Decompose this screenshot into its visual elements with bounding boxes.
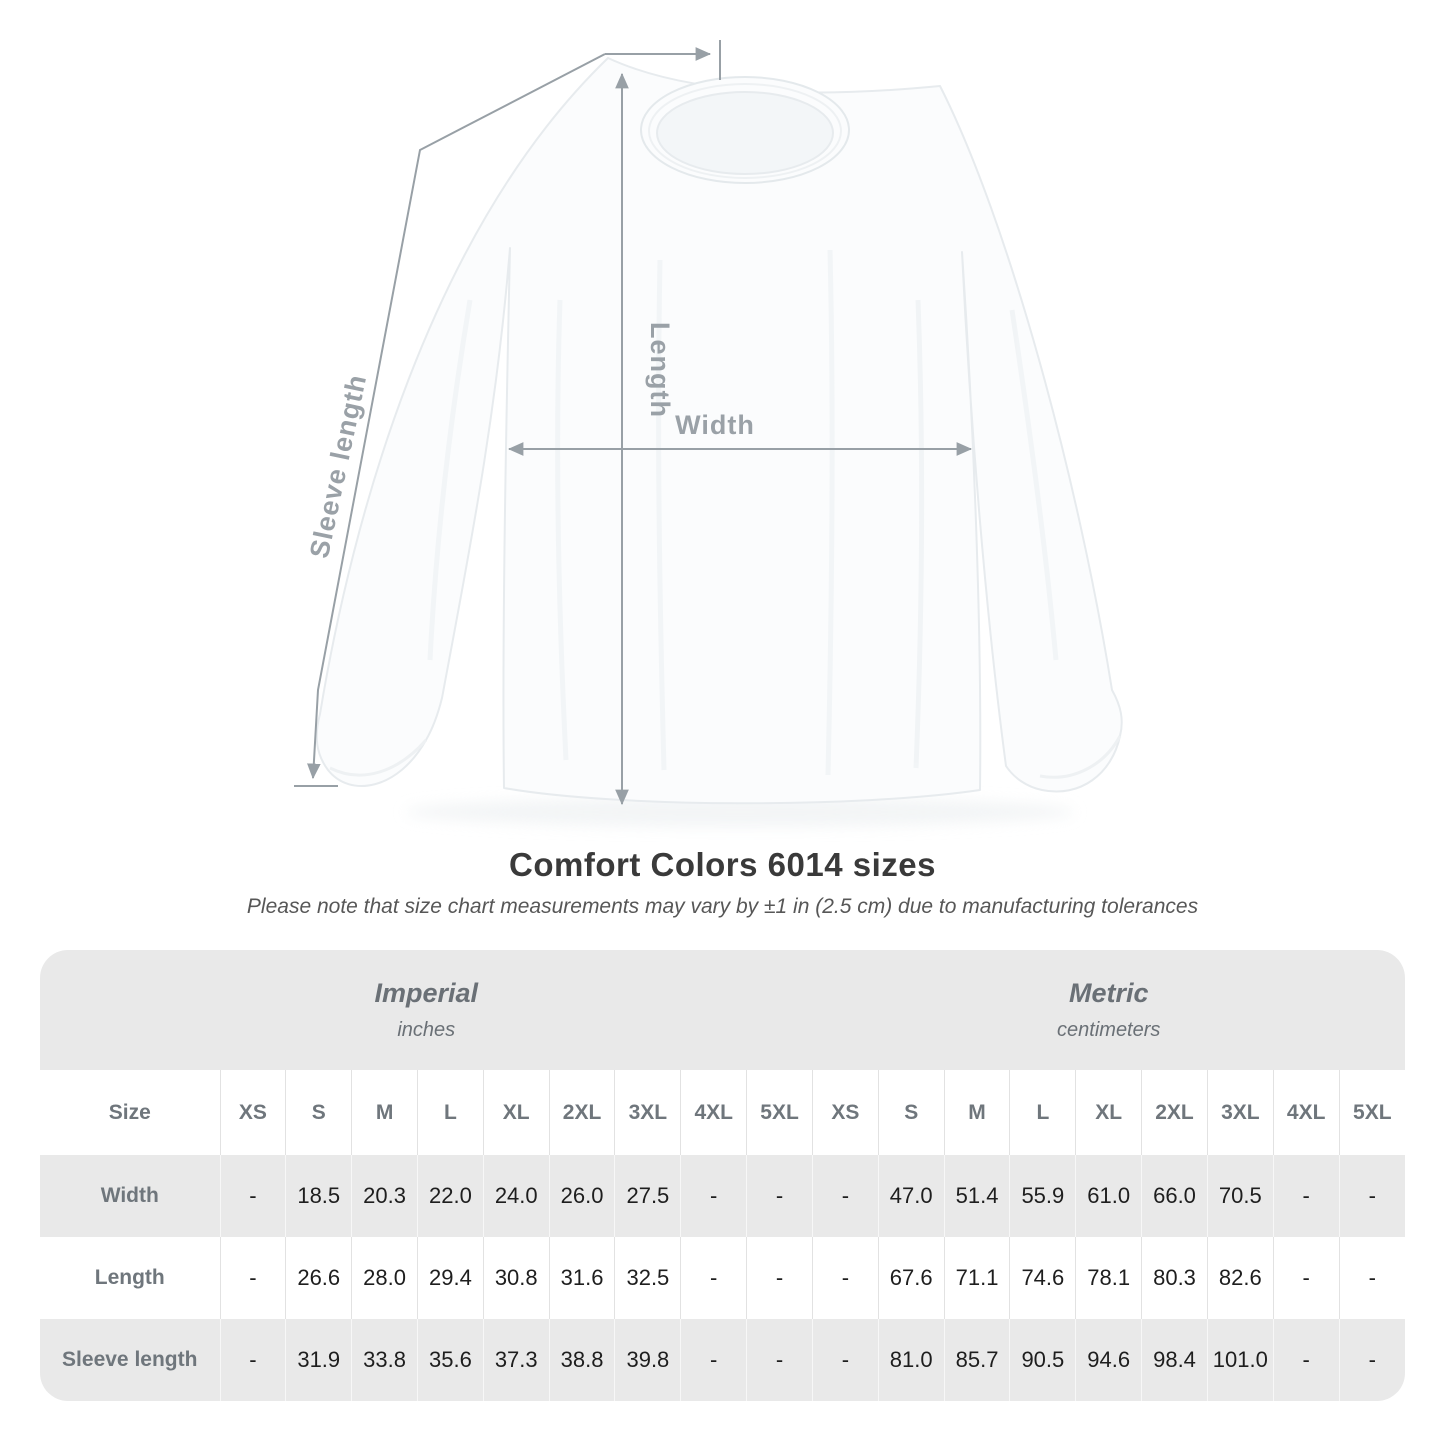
table-cell: - — [812, 1155, 878, 1237]
row-label: Length — [40, 1237, 220, 1319]
row-label: Width — [40, 1155, 220, 1237]
table-cell: 94.6 — [1076, 1319, 1142, 1401]
table-cell: - — [681, 1237, 747, 1319]
table-cell: - — [1339, 1237, 1405, 1319]
row-label: Sleeve length — [40, 1319, 220, 1401]
table-cell: 74.6 — [1010, 1237, 1076, 1319]
metric-unit-label: centimeters — [1057, 1019, 1161, 1041]
table-cell: 32.5 — [615, 1237, 681, 1319]
sleeve-length-label: Sleeve length — [304, 371, 373, 561]
size-col-imperial-m: M — [352, 1070, 418, 1155]
size-corner-header: Size — [40, 1070, 220, 1155]
size-col-metric-2xl: 2XL — [1142, 1070, 1208, 1155]
table-cell: 20.3 — [352, 1155, 418, 1237]
table-cell: 31.6 — [549, 1237, 615, 1319]
table-cell: 24.0 — [483, 1155, 549, 1237]
unit-group-header-row — [40, 950, 1405, 1070]
table-cell: 38.8 — [549, 1319, 615, 1401]
table-cell: 85.7 — [944, 1319, 1010, 1401]
table-cell: 82.6 — [1207, 1237, 1273, 1319]
table-cell: - — [747, 1237, 813, 1319]
tolerance-note: Please note that size chart measurements may vary by ±1 in (2.5 cm) due to manufacturing tolerances — [246, 895, 1199, 918]
table-cell: - — [1339, 1319, 1405, 1401]
metric-label: Metric — [1068, 978, 1149, 1008]
size-col-metric-3xl: 3XL — [1207, 1070, 1273, 1155]
size-col-imperial-3xl: 3XL — [615, 1070, 681, 1155]
table-cell: 37.3 — [483, 1319, 549, 1401]
size-col-imperial-4xl: 4XL — [681, 1070, 747, 1155]
table-cell: 22.0 — [417, 1155, 483, 1237]
table-row-width — [40, 1155, 1405, 1237]
table-cell: - — [812, 1319, 878, 1401]
size-col-metric-s: S — [878, 1070, 944, 1155]
size-col-imperial-xs: XS — [220, 1070, 286, 1155]
table-cell: - — [1273, 1237, 1339, 1319]
table-cell: 29.4 — [417, 1237, 483, 1319]
size-col-imperial-l: L — [417, 1070, 483, 1155]
size-header-row — [40, 1070, 1405, 1155]
size-col-imperial-s: S — [286, 1070, 352, 1155]
table-cell: 80.3 — [1142, 1237, 1208, 1319]
size-col-imperial-2xl: 2XL — [549, 1070, 615, 1155]
table-cell: 101.0 — [1207, 1319, 1273, 1401]
table-row-length — [40, 1237, 1405, 1319]
table-cell: 27.5 — [615, 1155, 681, 1237]
table-cell: 39.8 — [615, 1319, 681, 1401]
width-label: Width — [675, 410, 755, 440]
table-cell: 90.5 — [1010, 1319, 1076, 1401]
table-row-sleeve-length — [40, 1319, 1405, 1401]
table-cell: 30.8 — [483, 1237, 549, 1319]
size-col-metric-4xl: 4XL — [1273, 1070, 1339, 1155]
size-col-metric-5xl: 5XL — [1339, 1070, 1405, 1155]
table-cell: 35.6 — [417, 1319, 483, 1401]
table-cell: - — [1273, 1155, 1339, 1237]
page-title: Comfort Colors 6014 sizes — [509, 846, 936, 883]
table-cell: 81.0 — [878, 1319, 944, 1401]
imperial-unit-label: inches — [397, 1019, 456, 1041]
size-col-metric-l: L — [1010, 1070, 1076, 1155]
table-cell: 71.1 — [944, 1237, 1010, 1319]
table-cell: 18.5 — [286, 1155, 352, 1237]
table-cell: - — [1339, 1155, 1405, 1237]
table-cell: 55.9 — [1010, 1155, 1076, 1237]
size-col-imperial-5xl: 5XL — [747, 1070, 813, 1155]
table-cell: - — [220, 1237, 286, 1319]
imperial-group-header — [40, 950, 812, 1070]
table-cell: - — [812, 1237, 878, 1319]
table-cell: - — [681, 1155, 747, 1237]
imperial-label: Imperial — [374, 978, 478, 1008]
table-cell: - — [681, 1319, 747, 1401]
table-cell: - — [1273, 1319, 1339, 1401]
size-col-metric-xs: XS — [812, 1070, 878, 1155]
size-col-metric-xl: XL — [1076, 1070, 1142, 1155]
table-cell: 51.4 — [944, 1155, 1010, 1237]
size-col-imperial-xl: XL — [483, 1070, 549, 1155]
table-cell: - — [220, 1155, 286, 1237]
table-cell: 66.0 — [1142, 1155, 1208, 1237]
table-cell: 61.0 — [1076, 1155, 1142, 1237]
table-cell: 78.1 — [1076, 1237, 1142, 1319]
table-cell: 33.8 — [352, 1319, 418, 1401]
length-label: Length — [645, 322, 675, 418]
table-cell: 26.6 — [286, 1237, 352, 1319]
table-cell: 28.0 — [352, 1237, 418, 1319]
metric-group-header — [812, 950, 1405, 1070]
table-cell: - — [220, 1319, 286, 1401]
table-cell: - — [747, 1155, 813, 1237]
size-table — [40, 950, 1405, 1401]
table-cell: 98.4 — [1142, 1319, 1208, 1401]
collar-opening — [657, 92, 833, 174]
table-cell: 31.9 — [286, 1319, 352, 1401]
table-cell: 67.6 — [878, 1237, 944, 1319]
table-cell: 26.0 — [549, 1155, 615, 1237]
table-cell: - — [747, 1319, 813, 1401]
size-col-metric-m: M — [944, 1070, 1010, 1155]
table-cell: 70.5 — [1207, 1155, 1273, 1237]
table-cell: 47.0 — [878, 1155, 944, 1237]
